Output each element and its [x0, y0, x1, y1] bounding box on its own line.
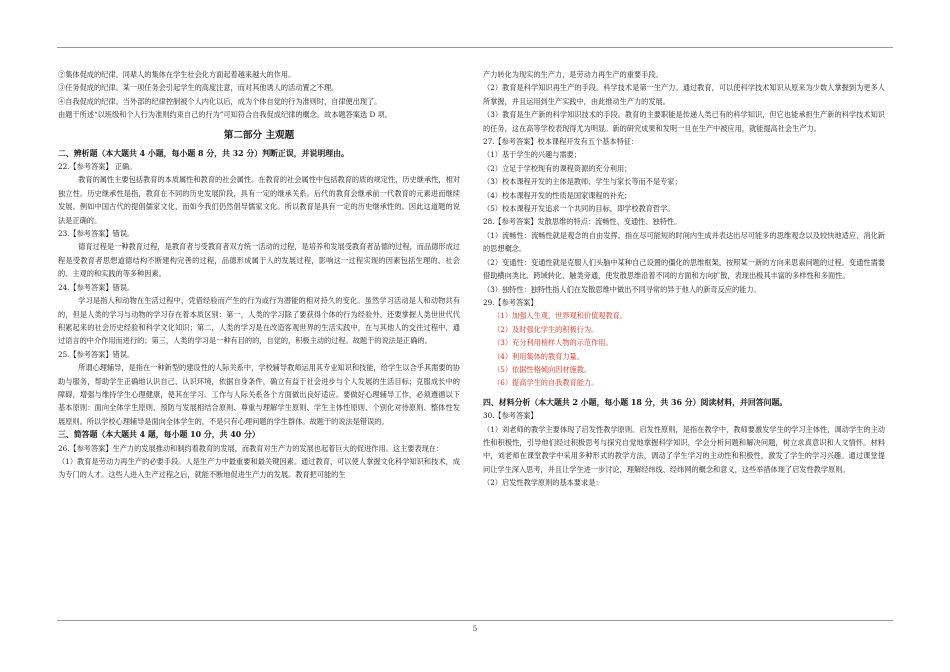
answer-29-item: （1）加强人生观，世界观和价值观教育。: [493, 311, 628, 321]
section-title: 第二部分 主观题: [223, 129, 295, 141]
header-rule: [57, 47, 893, 48]
answer-22-body: 教育的属性主要包括教育的本质属性和教育的社会属性。在教育的社会属性中包括教育的质的规定性，历史继承性，相对独立性。历史继承性是指，教育在不同的历史发展阶段，具有一定的继承关系。后代的教育会继承前一代教育的元素进而继续发展。例如中国古代的提倡儒家文化，而如今我们仍然倡导儒家文化。所以教育是具有一定的历史继承性的。因此这道题的说法是正确的。: [58, 175, 460, 225]
answer-29-heading: 29.【参考答案】: [483, 297, 538, 307]
text-line: 由题干所述“以班级和个人行为准则约束自己的行为”可知符合自我促成纪律的概念。故本题答案选 D 项。: [58, 110, 392, 120]
answer-28-flexibility: （2）变通性：变通性就是克服人们头脑中某种自己设置的僵化的思维框架，按照某一新的方向来思索问题的过程。变通性需要借助横向类比、跨域转化、触类旁通，使发散思维沿着不同的方面和方向扩散，表现出极其丰富的多样性和多面性。: [483, 257, 885, 281]
answer-30-part2: （2）启发性教学原则的基本要求是：: [483, 478, 603, 488]
part-heading-discrimination: 二、辨析题（本大题共 4 小题，每小题 8 分，共 32 分）判断正误，并说明理由。: [58, 148, 349, 158]
part-heading-material-analysis: 四、材料分析（本大题共 2 小题，每小题 18 分，共 36 分）阅读材料，并回答问题。: [483, 397, 788, 407]
answer-24-body: 学习是指人和动物在生活过程中，凭借经验而产生的行为或行为潜能的相对持久的变化。虽然学习活动是人和动物共有的，但是人类的学习与动物的学习存在着本质区别：第一，人类的学习除了要获得个体的行为经验外，还要掌握人类世世代代积累起来的社会历史经验和科学文化知识；第二，人类的学习是在改造客观世界的生活实践中，在与其他人的交往过程中，通过语言的中介作用而进行的；第三，人类的学习是一种有目的的，自觉的，积极主动的过程。故题干的说法是正确的。: [58, 296, 460, 346]
list-item: （5）校本课程开发追求一个共同的目标，即学校教育哲学。: [483, 204, 675, 214]
answer-28-fluency: （1）流畅性：流畅性就是观念的自由发挥。指在尽可能短的时间内生成并表达出尽可能多的思维观念以及较快地适应、消化新的思想概念。: [483, 230, 885, 254]
list-item: （4）校本课程开发的性质是国家课程的补充；: [483, 190, 632, 200]
answer-23-heading: 23.【参考答案】错误。: [58, 229, 135, 239]
answer-29-item: （3）充分利用榜样人物的示范作用。: [493, 338, 613, 348]
text-line: （3）教育是生产新的科学知识技术的手段。教育的主要职能是传递人类已有的科学知识，但它也能承担生产新的科学技术知识的任务，这在高等学校表现得尤为明显。新的研究成果和发明一旦在生产中被应用，就能提高社会生产力。: [483, 110, 885, 133]
text-line: ④自我促成的纪律。当外部的纪律控制被个人内化以后，成为个体自觉的行为准则时，自律便出现了。: [58, 96, 382, 106]
answer-26-heading: 26.【参考答案】生产力的发展推动和制约着教育的发展，而教育对生产力的发展也起着巨大的促进作用。这主要表现在：: [58, 443, 444, 453]
answer-30-part1: （1）刘老师的教学主要体现了启发性教学原则。启发性原则，是指在教学中，教师要激发学生的学习主体性，调动学生的主动性和积极性，引导他们经过积极思考与探究自觉地掌握科学知识，学会分析问题和解决问题，树立求真意识和人文情怀。材料中，刘老师在课堂教学中采用多种形式的教学方法，调动了学生学习的主动性和积极性，激发了学生的学习兴趣。通过课堂提问让学生深入思考，并且让学生进一步讨论，理解经纬线、经纬网的概念和意义，这些举措体现了启发性教学原则。: [483, 424, 885, 474]
answer-28-heading: 28.【参考答案】发散思维的特点：流畅性、变通性、独特性。: [483, 217, 682, 227]
answer-29-item: （6）提高学生的自我教育能力。: [493, 378, 599, 388]
part-heading-short-answer: 三、简答题（本大题共 4 题，每小题 10 分，共 40 分）: [58, 430, 260, 440]
list-item: （2）立足于学校现有的课程资源的充分利用；: [483, 163, 632, 173]
right-column: [483, 68, 885, 490]
text-line: 产力转化为现实的生产力，是劳动力再生产的重要手段。: [483, 70, 663, 79]
text-line: （2）教育是科学知识再生产的手段。科学技术是第一生产力。通过教育，可以使科学技术知识从原来为少数人掌握到为更多人所掌握，并且运用到生产实践中，由此推动生产力的发展。: [483, 83, 885, 106]
answer-22-heading: 22.【参考答案】 正确。: [58, 162, 137, 172]
list-item: （3）校本课程开发的主体是教师、学生与家长等而不是专家；: [483, 177, 682, 187]
list-item: （1）基于学生的兴趣与需要；: [483, 150, 582, 160]
answer-29-item: （2）及时强化学生的积极行为。: [493, 324, 599, 334]
page-number: 5: [472, 625, 478, 633]
answer-26-body: （1）教育是劳动力再生产的必要手段。人是生产力中最重要和最关键因素。通过教育，可以使人掌握文化科学知识和技术，成为专门的人才。这些人进入生产过程之后，就能不断地促进生产力的发展。教育把可能的生: [58, 456, 460, 480]
answer-23-body: 德育过程是一种教育过程，是教育者与受教育者双方统一活动的过程，是培养和发展受教育者品德的过程，而品德形成过程是受教育者思想道德结构不断建构完善的过程，品德形成属于人的发展过程，影响这一过程实现的因素包括生理的、社会的、主观的和实践的等多种因素。: [58, 242, 460, 279]
answer-24-heading: 24.【参考答案】错误。: [58, 282, 135, 292]
left-column: [58, 68, 460, 482]
text-line: ②集体促成的纪律。同辈人的集体在学生社会化方面起着越来越大的作用。: [58, 70, 296, 79]
answer-27-heading: 27.【参考答案】校本课程开发有五个基本特征：: [483, 137, 639, 147]
answer-25-heading: 25.【参考答案】错误。: [58, 349, 135, 359]
text-line: ③任务促成的纪律。某一项任务会引起学生的高度注意，而对其他诱人的活动置之不理。: [58, 83, 339, 93]
answer-30-heading: 30.【参考答案】: [483, 411, 538, 421]
answer-25-body: 所谓心理辅导，是指在一种新型的建设性的人际关系中，学校辅导教师运用其专业知识和技能，给学生以合乎其需要的协助与服务，帮助学生正确地认识自己、认识环境，依据自身条件，确立有益于社会进步与个人发展的生活目标；克服成长中的障碍，增强与维持学生心理健康，使其在学习、工作与人际关系各个方面做出良好适应。要做好心理辅导工作，必须遵循以下基本原则：面向全体学生原则、预防与发展相结合原则、尊重与理解学生原则、学生主体性原则、个别化对待原则、整体性发展原则。所以学校心理辅导是面向全体学生的，不是只有心理问题的学生群体。故题干的说法是错误的。: [58, 363, 460, 426]
footer-rule: [57, 620, 893, 621]
answer-29-item: （5）依据性格倾向因材施教。: [493, 364, 592, 374]
answer-28-originality: （3）独特性：独特性指人们在发散思维中做出不同寻常的异于他人的新奇反应的能力。: [483, 284, 761, 294]
answer-29-item: （4）利用集体的教育力量。: [493, 351, 584, 361]
